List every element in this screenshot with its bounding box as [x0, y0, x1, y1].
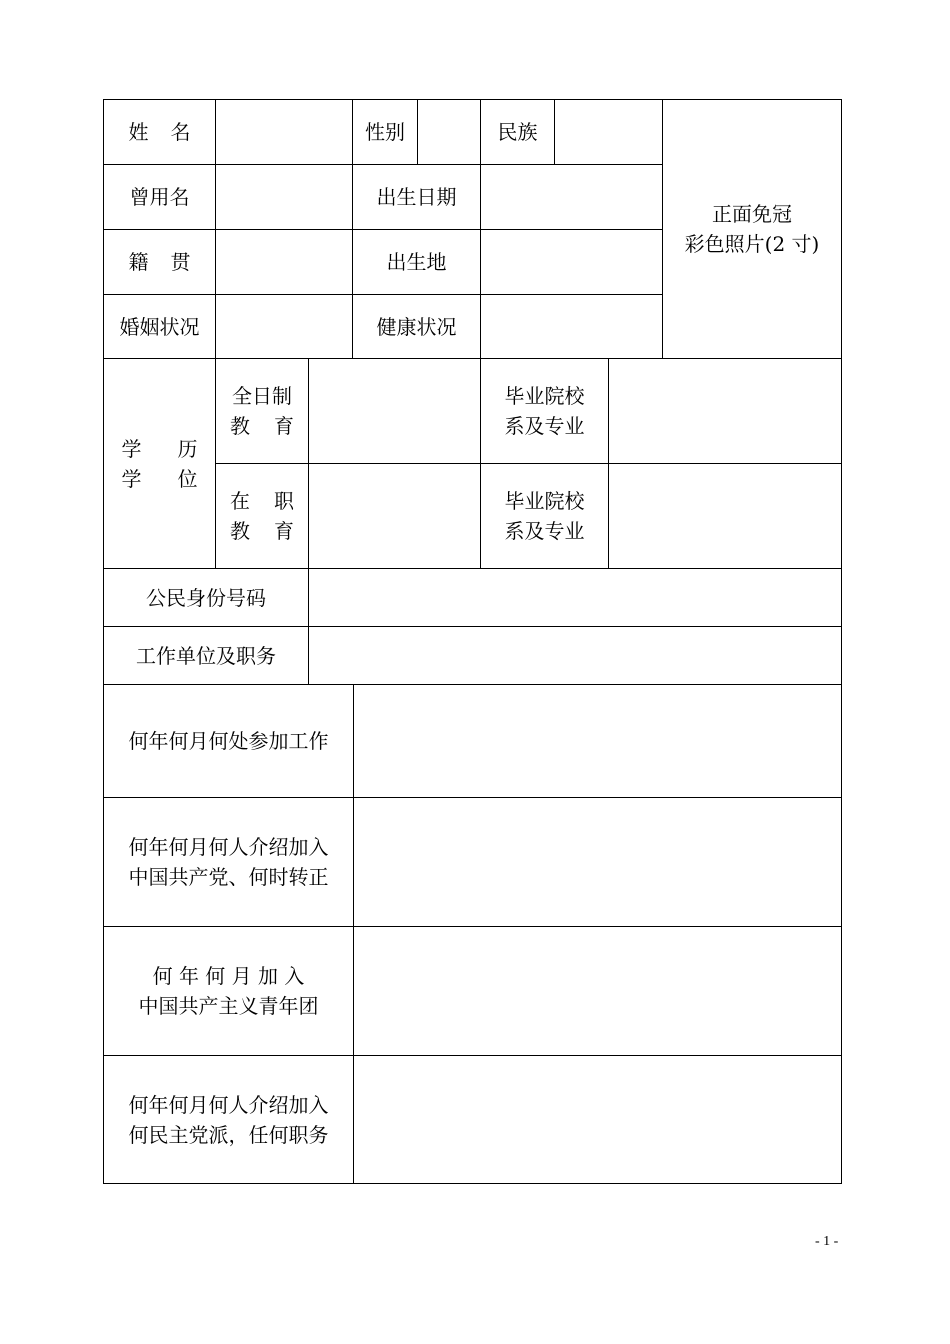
- fulltime-char-2: 育: [274, 414, 294, 438]
- birth-date-input-cell[interactable]: [480, 164, 663, 230]
- inservice-char-2: 职: [274, 489, 294, 513]
- inservice-education-label-cell: [215, 463, 309, 569]
- former-name-input-cell[interactable]: [215, 164, 353, 230]
- native-place-char-1: 籍: [128, 250, 149, 274]
- party-join-input-cell[interactable]: [353, 797, 842, 927]
- name-input-cell[interactable]: [215, 99, 353, 165]
- former-name-label-cell: [103, 164, 216, 230]
- work-unit-input-cell[interactable]: [308, 626, 842, 685]
- fulltime-line-1: 全日制: [232, 384, 292, 408]
- photo-line-2: 彩色照片(2 寸): [684, 232, 820, 256]
- native-place-char-2: 贯: [170, 250, 191, 274]
- fulltime-school-label-cell: [480, 358, 609, 464]
- party-join-line-1: 何年何月何人介绍加入: [128, 835, 329, 859]
- photo-line-1: 正面免冠: [712, 202, 792, 226]
- inservice-school-line-1: 毕业院校: [504, 489, 585, 513]
- fulltime-char-1: 教: [230, 414, 250, 438]
- gender-label-cell: [352, 99, 418, 165]
- join-work-input-cell[interactable]: [353, 684, 842, 798]
- name-label-char-2: 名: [170, 120, 191, 144]
- league-join-input-cell[interactable]: [353, 926, 842, 1056]
- birthplace-label-cell: [352, 229, 481, 295]
- work-unit-label-cell: [103, 626, 309, 685]
- inservice-school-input-cell[interactable]: [608, 463, 842, 569]
- health-label: 健康状况: [376, 314, 457, 339]
- ethnicity-input-cell[interactable]: [554, 99, 663, 165]
- marital-label-cell: [103, 294, 216, 359]
- inservice-school-label-cell: [480, 463, 609, 569]
- id-number-label-cell: [103, 568, 309, 627]
- photo-box: [662, 99, 842, 359]
- health-label-cell: [352, 294, 481, 359]
- fulltime-education-input-cell[interactable]: [308, 358, 481, 464]
- gender-label: 性别: [365, 120, 405, 144]
- birthplace-label: 出生地: [386, 250, 447, 274]
- party-join-label-cell: [103, 797, 354, 927]
- native-place-input-cell[interactable]: [215, 229, 353, 295]
- inservice-char-4: 育: [274, 519, 294, 543]
- democratic-party-line-1: 何年何月何人介绍加入: [128, 1092, 329, 1117]
- fulltime-school-line-2: 系及专业: [504, 414, 585, 438]
- degree-char-1: 学: [121, 466, 142, 491]
- marital-label: 婚姻状况: [119, 314, 200, 339]
- ethnicity-label-cell: [480, 99, 555, 165]
- party-join-line-2: 中国共产党、何时转正: [128, 865, 329, 889]
- democratic-party-line-2: 何民主党派，任何职务: [128, 1122, 329, 1147]
- id-number-label: 公民身份号码: [146, 585, 266, 610]
- inservice-char-3: 教: [230, 519, 250, 543]
- id-number-input-cell[interactable]: [308, 568, 842, 627]
- education-char-1: 学: [121, 436, 142, 461]
- join-work-label-cell: [103, 684, 354, 798]
- name-label-char-1: 姓: [128, 120, 149, 144]
- degree-char-2: 位: [177, 466, 198, 491]
- join-work-label: 何年何月何处参加工作: [128, 729, 329, 753]
- marital-input-cell[interactable]: [215, 294, 353, 359]
- name-label-cell: [103, 99, 216, 165]
- inservice-education-input-cell[interactable]: [308, 463, 481, 569]
- education-char-2: 历: [177, 436, 198, 461]
- health-input-cell[interactable]: [480, 294, 663, 359]
- education-degree-label-cell: [103, 358, 216, 569]
- former-name-label: 曾用名: [129, 185, 190, 209]
- birth-date-label: 出生日期: [376, 185, 457, 209]
- league-join-line-2: 中国共产主义青年团: [138, 994, 319, 1018]
- work-unit-label: 工作单位及职务: [136, 643, 276, 668]
- league-join-line-1: 何 年 何 月 加 入: [152, 964, 305, 988]
- league-join-label-cell: [103, 926, 354, 1056]
- inservice-school-line-2: 系及专业: [504, 519, 585, 543]
- inservice-char-1: 在: [230, 489, 250, 513]
- page-number: - 1 -: [815, 1234, 839, 1249]
- fulltime-school-line-1: 毕业院校: [504, 384, 585, 408]
- gender-input-cell[interactable]: [417, 99, 481, 165]
- birthplace-input-cell[interactable]: [480, 229, 663, 295]
- fulltime-school-input-cell[interactable]: [608, 358, 842, 464]
- fulltime-education-label-cell: [215, 358, 309, 464]
- democratic-party-input-cell[interactable]: [353, 1055, 842, 1184]
- ethnicity-label: 民族: [497, 120, 538, 144]
- native-place-label-cell: [103, 229, 216, 295]
- democratic-party-label-cell: [103, 1055, 354, 1184]
- birth-date-label-cell: [352, 164, 481, 230]
